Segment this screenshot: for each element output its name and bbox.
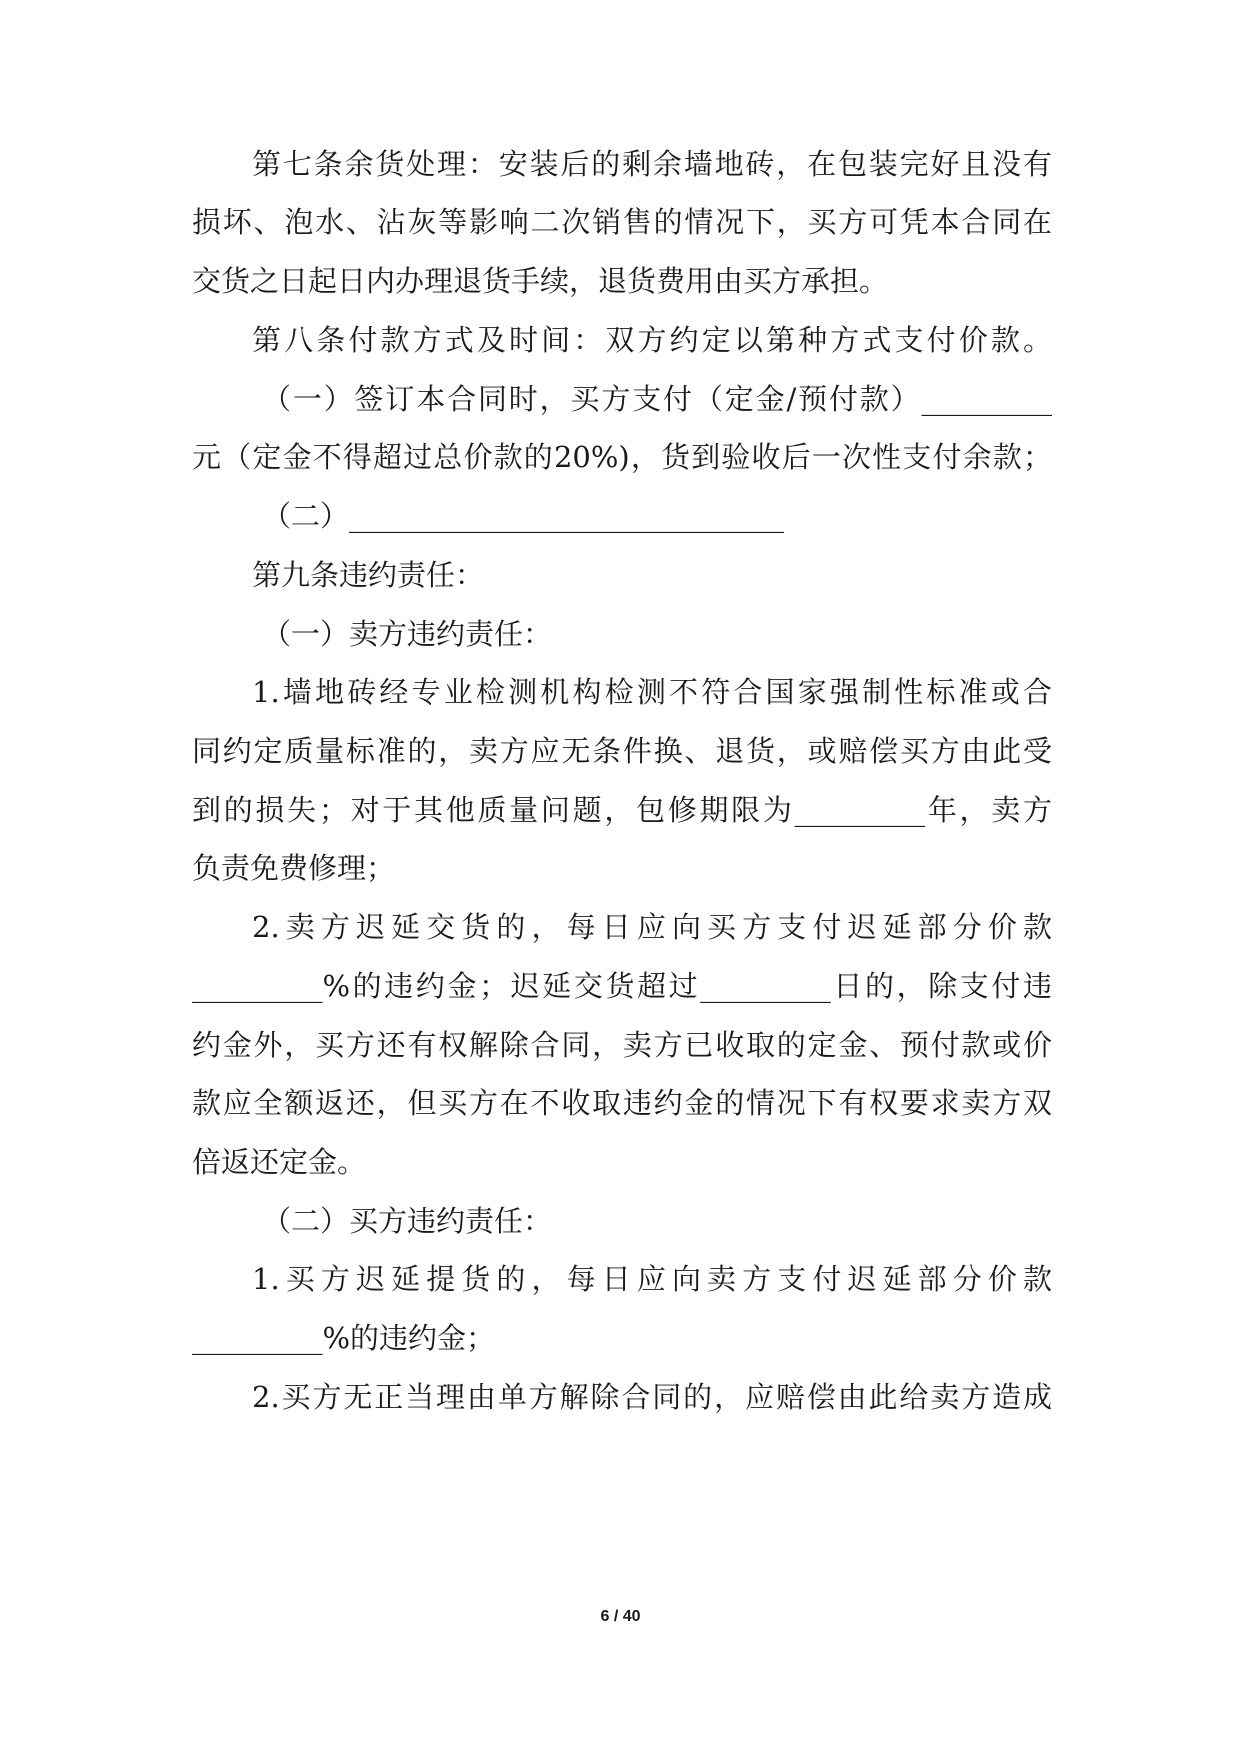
text-line: _________%的违约金； bbox=[192, 1321, 496, 1355]
text-line: 倍返还定金。 bbox=[192, 1145, 367, 1179]
text-line: （二）______________________________ bbox=[262, 499, 785, 533]
text-line: 到的损失；对于其他质量问题，包修期限为_________年，卖方 bbox=[192, 793, 1052, 827]
text-line: （一）卖方违约责任： bbox=[262, 617, 553, 651]
text-line: 第七条余货处理：安装后的剩余墙地砖，在包装完好且没有 bbox=[252, 147, 1052, 181]
text-line: 约金外，买方还有权解除合同，卖方已收取的定金、预付款或价 bbox=[192, 1028, 1052, 1062]
text-line: 第八条付款方式及时间：双方约定以第种方式支付价款。 bbox=[252, 323, 1052, 357]
text-line: 2.买方无正当理由单方解除合同的，应赔偿由此给卖方造成 bbox=[252, 1380, 1052, 1414]
text-line: 1.墙地砖经专业检测机构检测不符合国家强制性标准或合 bbox=[252, 675, 1052, 709]
text-line: 2.卖方迟延交货的，每日应向买方支付迟延部分价款 bbox=[252, 910, 1052, 944]
text-line: 第九条违约责任： bbox=[252, 558, 485, 592]
text-line: （二）买方违约责任： bbox=[262, 1204, 553, 1238]
text-line: 损坏、泡水、沾灰等影响二次销售的情况下，买方可凭本合同在 bbox=[192, 205, 1052, 239]
text-line: _________%的违约金；迟延交货超过_________日的，除支付违 bbox=[192, 969, 1052, 1003]
text-line: 交货之日起日内办理退货手续，退货费用由买方承担。 bbox=[192, 264, 889, 298]
text-line: 负责免费修理； bbox=[192, 851, 396, 885]
text-line: 款应全额返还，但买方在不收取违约金的情况下有权要求卖方双 bbox=[192, 1086, 1052, 1120]
page-number: 6 / 40 bbox=[600, 1608, 641, 1625]
text-line: 同约定质量标准的，卖方应无条件换、退货，或赔偿买方由此受 bbox=[192, 734, 1052, 768]
text-line: 元（定金不得超过总价款的20%)，货到验收后一次性支付余款； bbox=[192, 440, 1052, 474]
text-line: 1.买方迟延提货的，每日应向卖方支付迟延部分价款 bbox=[252, 1262, 1052, 1296]
text-line: （一）签订本合同时，买方支付（定金/预付款）_________ bbox=[262, 382, 1052, 416]
